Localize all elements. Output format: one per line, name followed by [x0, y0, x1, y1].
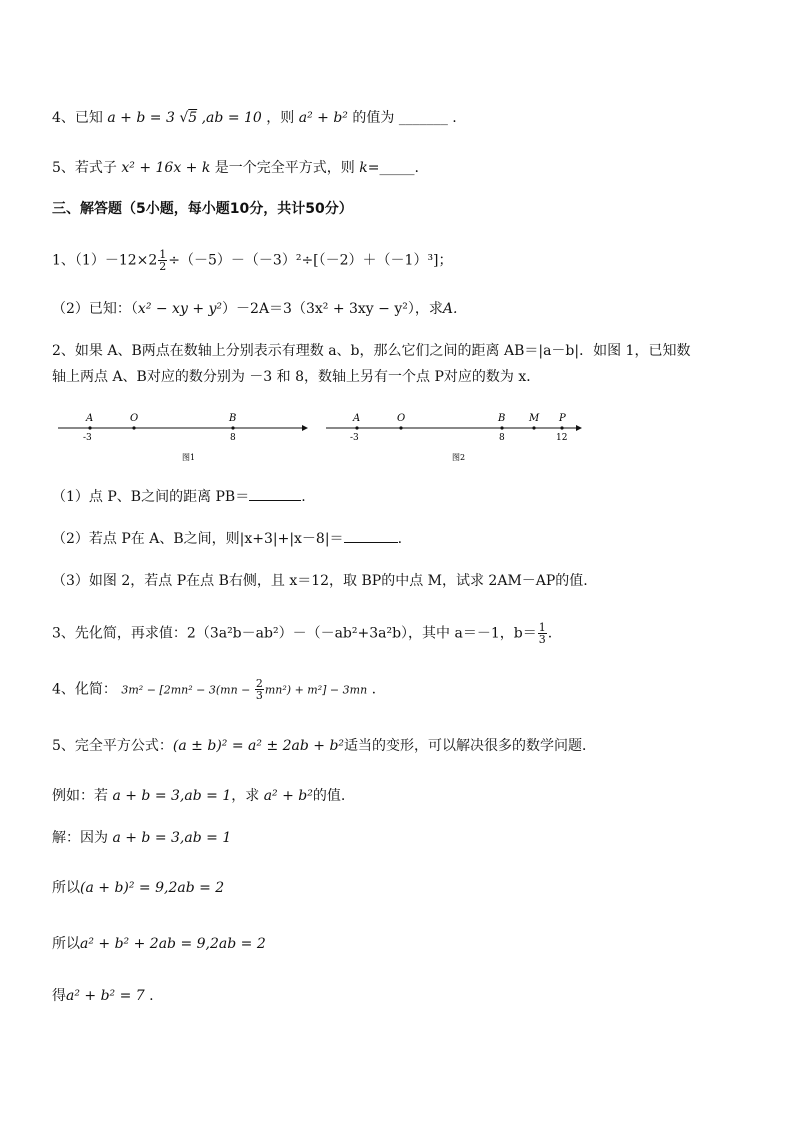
example-line: 例如：若 a + b = 3,ab = 1，求 a² + b²的值.	[52, 788, 346, 804]
solution-line-1: 解：因为 a + b = 3,ab = 1	[52, 830, 232, 846]
problem-1-part-1: 1、（1）－12×2 $\frac{1}{2}$ ÷（－5）－（－3）²÷[（－2）＋（－1）³]；	[52, 248, 453, 273]
problem-2-part-2: （2）若点 P在 A、B之间，则|x+3|+|x－8|＝ .	[52, 531, 403, 547]
answer-blank: _____	[379, 160, 415, 176]
answer-blank	[344, 542, 398, 543]
fraction: $\frac{1}{3}$	[538, 621, 546, 646]
point-b-label: B	[229, 413, 237, 424]
solution-line-3: 所以a² + b² + 2ab = 9,2ab = 2	[52, 936, 266, 952]
value-p-label: 12	[556, 433, 568, 443]
answer-blank: _______	[398, 110, 448, 126]
fill-question-4: 4、已知 a + b = 3 √5 ,ab = 10 ，则 a² + b² 的值为 _______ .	[52, 110, 457, 126]
figure-caption: 图1	[182, 453, 196, 462]
fill-question-5: 5、若式子 x² + 16x + k 是一个完全平方式，则 k=_____.	[52, 160, 419, 176]
point-m-label: M	[529, 413, 540, 424]
figure-caption: 图2	[452, 453, 466, 462]
problem-2-line-2: 轴上两点 A、B对应的数分别为 －3 和 8，数轴上另有一个点 P对应的数为 x．	[52, 369, 541, 385]
solution-line-2: 所以(a + b)² = 9,2ab = 2	[52, 880, 225, 896]
point-o-label: O	[397, 413, 406, 424]
problem-1-part-2: （2）已知：（x² − xy + y²）－2A＝3（3x² + 3xy − y²），求A.	[52, 301, 458, 317]
problem-3: 3、先化简，再求值：2（3a²b－ab²）－（－ab²+3a²b），其中 a＝－1，b＝ $\frac{1}{3}$ .	[52, 621, 553, 646]
section-heading: 三、解答题（5小题，每小题10分，共计50分）	[52, 201, 353, 217]
fraction: $\frac{1}{2}$	[159, 248, 167, 273]
figure-2-number-line	[324, 408, 586, 462]
problem-2-part-3: （3）如图 2，若点 P在点 B右侧，且 x＝12，取 BP的中点 M，试求 2AM－AP的值.	[52, 573, 588, 589]
problem-5: 5、完全平方公式：(a ± b)² = a² ± 2ab + b²适当的变形，可以解决很多的数学问题．	[52, 738, 597, 754]
sqrt-sign: √5	[179, 110, 198, 126]
point-a-label: A	[353, 413, 361, 424]
value-b-label: 8	[230, 433, 236, 443]
value-b-label: 8	[499, 433, 505, 443]
figure-1-number-line	[56, 408, 310, 462]
value-a-label: -3	[83, 433, 92, 443]
point-o-label: O	[130, 413, 139, 424]
problem-4: 4、化简： 3m² − [2mn² − 3(mn − $\frac{2}{3}$ mn²) + m²] − 3mn .	[52, 677, 377, 702]
value-a-label: -3	[350, 433, 359, 443]
point-p-label: P	[559, 413, 566, 424]
answer-blank	[249, 500, 301, 501]
point-a-label: A	[86, 413, 94, 424]
fraction: $\frac{2}{3}$	[255, 677, 263, 702]
problem-2-part-1: （1）点 P、B之间的距离 PB＝ .	[52, 489, 306, 505]
problem-2-line-1: 2、如果 A、B两点在数轴上分别表示有理数 a、b，那么它们之间的距离 AB＝|a－b|．如图 1，已知数	[52, 343, 691, 359]
solution-line-4: 得a² + b² = 7 .	[52, 988, 154, 1004]
point-b-label: B	[498, 413, 506, 424]
